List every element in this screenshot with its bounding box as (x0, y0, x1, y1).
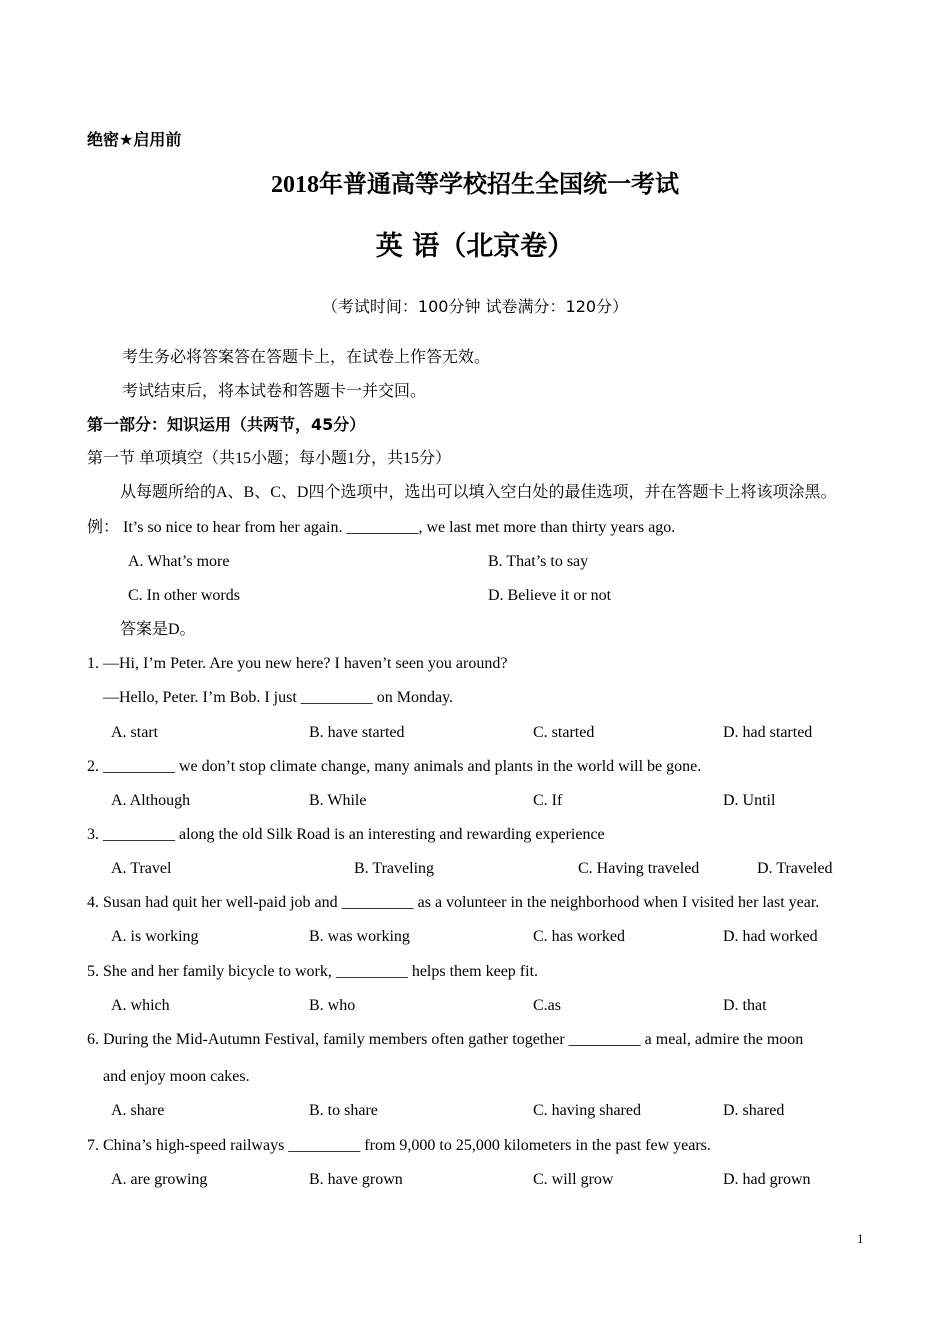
option-a: A. are growing (111, 1171, 208, 1188)
option-d: D. had started (723, 724, 813, 741)
option-c: C. having shared (533, 1102, 641, 1119)
option-c: C. If (533, 792, 563, 809)
option-d: D. had grown (723, 1171, 811, 1188)
option-b: B. have started (309, 724, 405, 741)
instruction-line: 考试结束后，将本试卷和答题卡一并交回。 (122, 383, 427, 400)
option-b: B. to share (309, 1102, 378, 1119)
question-stem: 3. _________ along the old Silk Road is an interesting and rewarding experience (87, 826, 605, 843)
question-stem: 2. _________ we don’t stop climate change, many animals and plants in the world will be gone. (87, 758, 702, 775)
option-c: C.as (533, 997, 561, 1014)
exam-title: 2018年普通高等学校招生全国统一考试 (271, 172, 679, 198)
option-a: A. which (111, 997, 170, 1014)
option-a: A. is working (111, 928, 199, 945)
question-stem: 4. Susan had quit her well-paid job and _________ as a volunteer in the neighborhood when I visited her last year. (87, 894, 820, 911)
example-option: D. Believe it or not (488, 587, 612, 604)
instruction-line: 考生务必将答案答在答题卡上，在试卷上作答无效。 (122, 349, 491, 366)
option-c: C. Having traveled (578, 860, 700, 877)
option-b: B. was working (309, 928, 410, 945)
option-a: A. start (111, 724, 159, 741)
option-c: C. will grow (533, 1171, 614, 1188)
option-d: D. that (723, 997, 767, 1014)
section-instruction: 从每题所给的A、B、C、D四个选项中，选出可以填入空白处的最佳选项，并在答题卡上将该项涂黑。 (120, 484, 837, 501)
exam-info: （考试时间：100分钟 试卷满分：120分） (321, 297, 629, 316)
example-answer: 答案是D。 (120, 621, 196, 638)
option-a: A. Although (111, 792, 191, 809)
question-stem: 1. —Hi, I’m Peter. Are you new here? I haven’t seen you around? (87, 655, 508, 672)
option-b: B. Traveling (354, 860, 435, 877)
example-option: A. What’s more (128, 553, 230, 570)
part-heading: 第一部分：知识运用（共两节，45分） (87, 415, 366, 434)
question-stem-continued: and enjoy moon cakes. (103, 1068, 250, 1085)
option-a: A. Travel (111, 860, 172, 877)
option-a: A. share (111, 1102, 165, 1119)
example-option: C. In other words (128, 587, 240, 604)
page-number: 1 (857, 1231, 864, 1246)
option-d: D. Until (723, 792, 776, 809)
example-stem: It’s so nice to hear from her again. _________, we last met more than thirty years ago. (123, 519, 676, 536)
option-d: D. Traveled (757, 860, 833, 877)
option-b: B. who (309, 997, 356, 1014)
example-option: B. That’s to say (488, 553, 589, 570)
option-d: D. shared (723, 1102, 785, 1119)
section-heading: 第一节 单项填空（共15小题；每小题1分，共15分） (87, 450, 452, 467)
option-d: D. had worked (723, 928, 818, 945)
question-stem: 5. She and her family bicycle to work, _________ helps them keep fit. (87, 963, 539, 980)
option-c: C. has worked (533, 928, 625, 945)
option-b: B. While (309, 792, 367, 809)
question-stem: 6. During the Mid-Autumn Festival, family members often gather together _________ a meal, admire the moon (87, 1031, 804, 1048)
secret-label: 绝密★启用前 (87, 130, 182, 149)
example-label: 例： (87, 519, 120, 536)
option-c: C. started (533, 724, 595, 741)
option-b: B. have grown (309, 1171, 403, 1188)
question-stem-continued: —Hello, Peter. I’m Bob. I just _________ on Monday. (103, 689, 454, 706)
exam-subtitle: 英 语（北京卷） (375, 231, 575, 262)
question-stem: 7. China’s high-speed railways _________ from 9,000 to 25,000 kilometers in the past few years. (87, 1137, 711, 1154)
